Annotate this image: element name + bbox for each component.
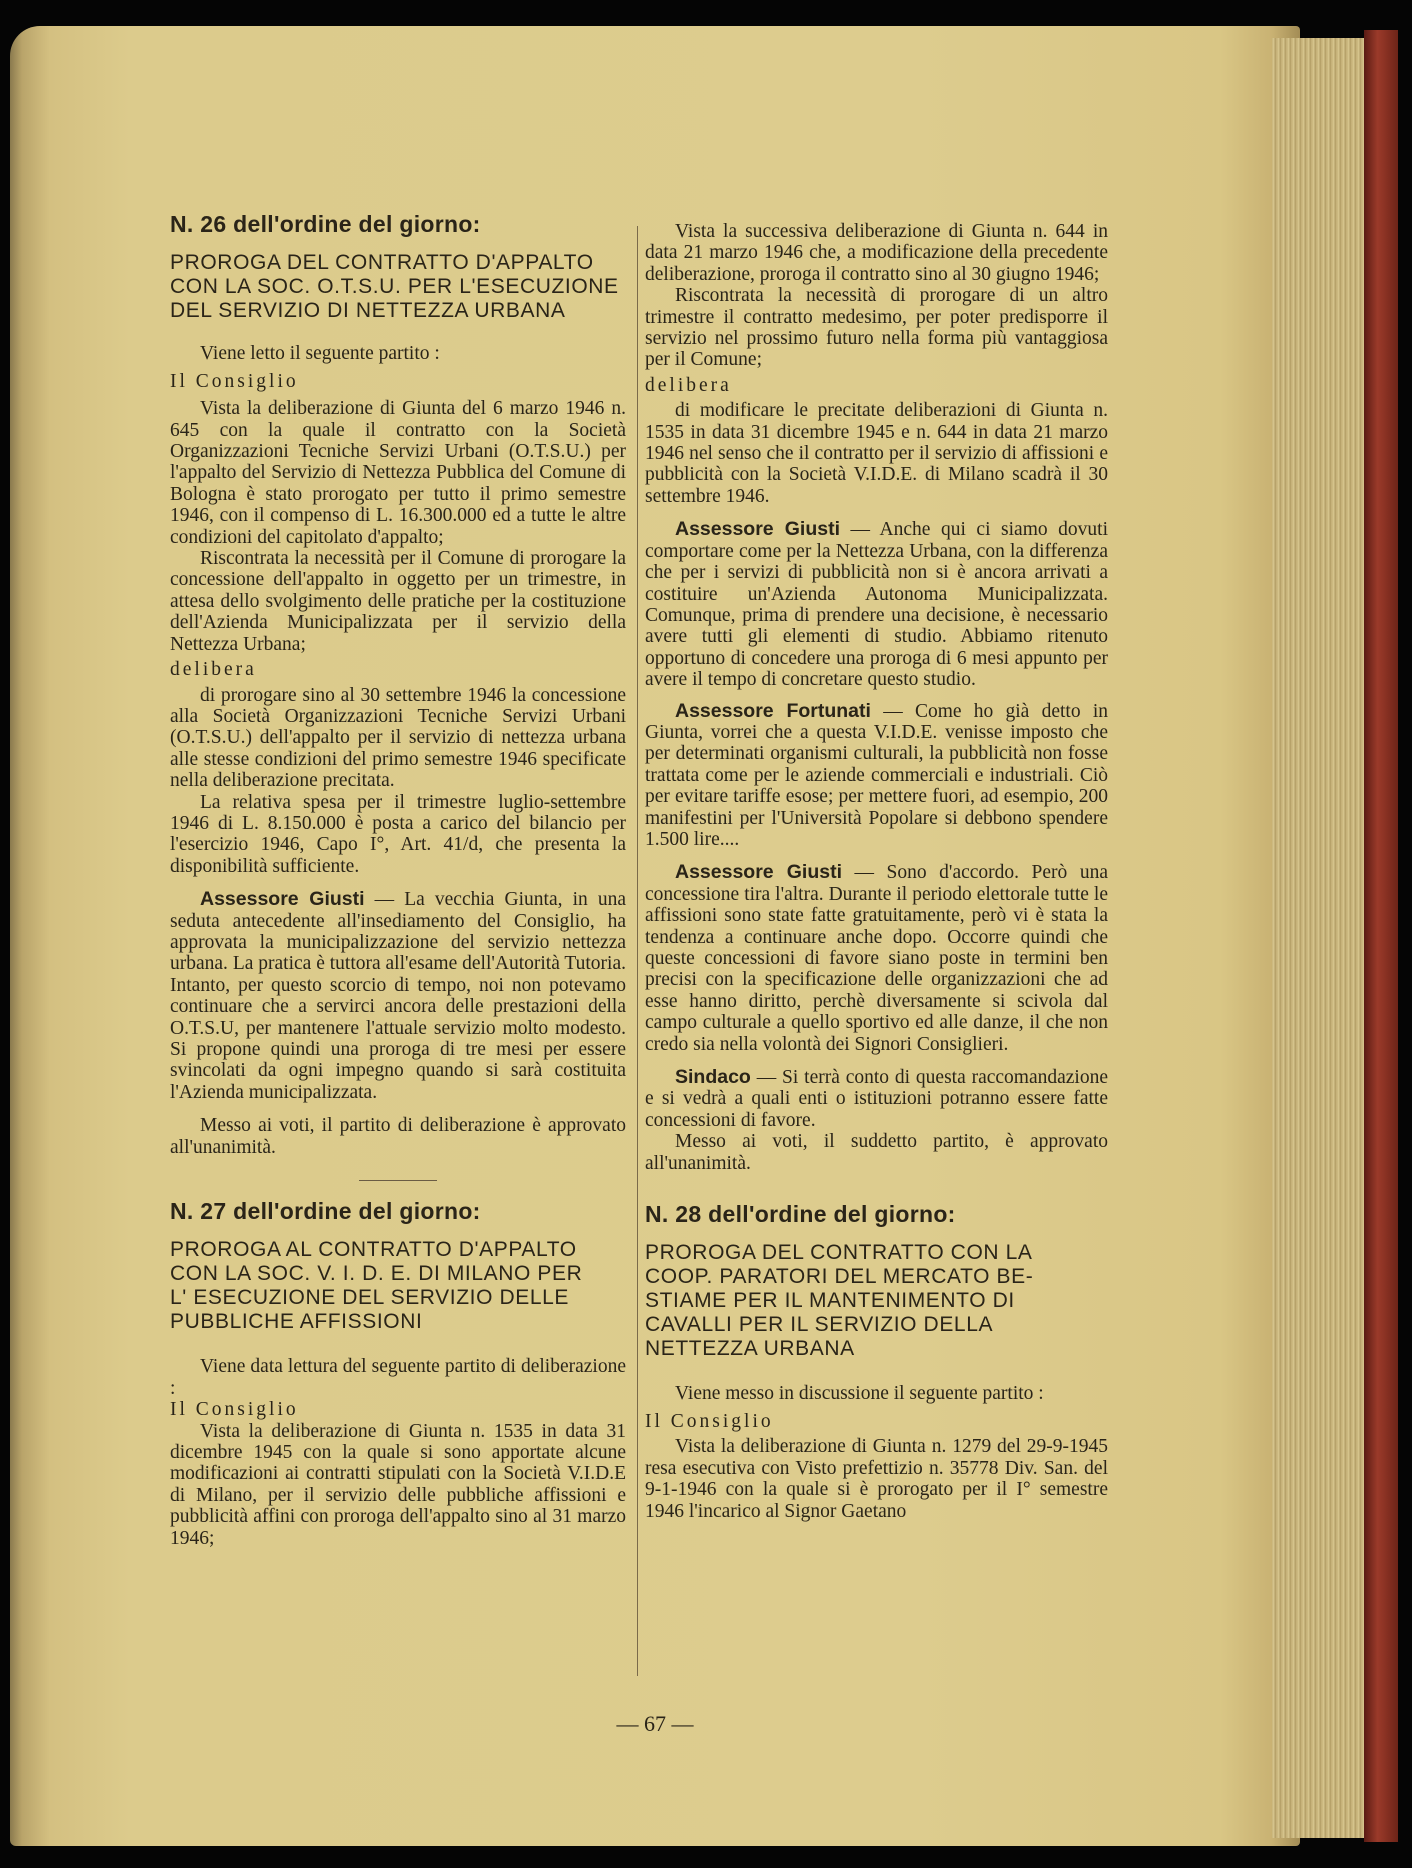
speech-text: — Si terrà conto di questa raccomandazione e si vedrà a quali enti o istituzioni potranno essere fatte concessioni di favore. (645, 1067, 1108, 1131)
section-26-intro: Viene letto il seguente partito : (200, 343, 440, 365)
speech-text: — Come ho già detto in Giunta, vorrei che a questa V.I.D.E. venisse imposto che per determinati organismi culturali, la pubblicità non fosse trattata come per le aziende commerciali e industriali. Ciò per evitare tariffe esose; per mettere fuori, ad esempio, 200 manifestini per l'Università Popolare si debbono spendere 1.500 lire.... (645, 700, 1108, 850)
column-divider (637, 226, 638, 1676)
page-number: — 67 — (616, 1711, 694, 1736)
section-26-paragraph: Riscontrata la necessità per il Comune di prorogare la concessione dell'appalto in oggetto per un trimestre, in attesa dello svolgimento delle pratiche per la costituzione dell'Azienda Municipalizzata per il servizio della Nettezza Urbana; (170, 548, 626, 655)
section-26-delibera: delibera (170, 659, 257, 681)
section-27-title-line: L' ESECUZIONE DEL SERVIZIO DELLE (170, 1286, 569, 1310)
section-26-heading: N. 26 dell'ordine del giorno: (170, 211, 481, 237)
section-26-paragraph: Vista la deliberazione di Giunta del 6 marzo 1946 n. 645 con la quale il contratto con la Società Organizzazioni Tecniche Servizi Urbani (O.T.S.U.) per l'appalto del Servizio di Nettezza Pubblica del Comune di Bologna è stato prorogato per tutto il primo semestre 1946, con il compenso di L. 16.300.000 ed a tutte le altre condizioni del capitolato d'appalto; (170, 398, 626, 548)
right-column (645, 221, 1108, 1522)
speaker-name: Sindaco (675, 1066, 751, 1089)
section-28-title-line: STIAME PER IL MANTENIMENTO DI (645, 1289, 1015, 1313)
page-edges (1272, 38, 1364, 1838)
section-27-paragraph: Riscontrata la necessità di prorogare di un altro trimestre il contratto medesimo, per poter predisporre il servizio nel prossimo futuro nella forma più vantaggiosa per il Comune; (645, 285, 1108, 371)
section-27-vote: Messo ai voti, il suddetto partito, è approvato all'unanimità. (645, 1131, 1108, 1174)
section-27-consiglio: Il Consiglio (170, 1399, 299, 1421)
section-27-title-line: PUBBLICHE AFFISSIONI (170, 1310, 423, 1334)
section-27-heading: N. 27 dell'ordine del giorno: (170, 1198, 481, 1225)
section-27-paragraph: di modificare le precitate deliberazioni di Giunta n. 1535 in data 31 dicembre 1945 e n. 644 in data 21 marzo 1946 nel senso che il contratto per il servizio di affissioni e pubblicità con la Società V.I.D.E. di Milano scadrà il 30 settembre 1946. (645, 400, 1108, 507)
left-column (170, 211, 626, 1549)
speaker-name: Assessore Fortunati (675, 699, 871, 722)
book-cover-spine (1364, 30, 1398, 1842)
section-28-title-line: PROROGA DEL CONTRATTO CON LA (645, 1241, 1033, 1265)
speaker-name: Assessore Giusti (675, 518, 840, 541)
section-27-intro: Viene data lettura del seguente partito di deliberazione : (170, 1356, 626, 1399)
section-28-heading: N. 28 dell'ordine del giorno: (645, 1201, 956, 1228)
section-27-paragraph: Vista la deliberazione di Giunta n. 1535 in data 31 dicembre 1945 con la quale si sono apportate alcune modificazioni ai contratti stipulati con la Società V.I.D.E di Milano, per il servizio delle pubbliche affissioni e pubblicità affini con proroga dell'appalto sino al 31 marzo 1946; (170, 1420, 626, 1549)
section-26-title-line: DEL SERVIZIO DI NETTEZZA URBANA (170, 299, 566, 323)
section-27-speech (645, 1067, 1108, 1131)
section-28-intro: Viene messo in discussione il seguente partito : (675, 1383, 1044, 1405)
section-28-title-line: NETTEZZA URBANA (645, 1337, 855, 1361)
section-27-paragraph: Vista la successiva deliberazione di Giunta n. 644 in data 21 marzo 1946 che, a modificazione della precedente deliberazione, proroga il contratto sino al 30 giugno 1946; (645, 221, 1108, 285)
book-page (10, 26, 1300, 1846)
section-27-speech (645, 862, 1108, 1055)
section-27-delibera: delibera (645, 374, 732, 396)
section-27-speech (645, 701, 1108, 851)
section-26-speech (170, 889, 626, 1103)
section-28-paragraph: Vista la deliberazione di Giunta n. 1279 del 29-9-1945 resa esecutiva con Visto prefettizio n. 35778 Div. San. del 9-1-1946 con la quale si è prorogato per il I° semestre 1946 l'incarico al Signor Gaetano (645, 1436, 1108, 1522)
section-27-title-line: CON LA SOC. V. I. D. E. DI MILANO PER (170, 1262, 583, 1286)
speaker-name: Assessore Giusti (200, 888, 365, 911)
speech-text: — La vecchia Giunta, in una seduta antecedente all'insediamento del Consiglio, ha approvata la municipalizzazione del servizio nettezza urbana. La pratica è tuttora all'esame dell'Autorità Tutoria. Intanto, per questo scorcio di tempo, noi non potevamo continuare che a servirci ancora delle prestazioni della O.T.S.U, per mantenere l'attuale servizio molto modesto. Si propone quindi una proroga di tre mesi per essere svincolati da ogni impegno quando si sarà costituita l'Azienda municipalizzata. (170, 889, 626, 1103)
section-28-title-line: CAVALLI PER IL SERVIZIO DELLA (645, 1313, 994, 1337)
section-27-title-line: PROROGA AL CONTRATTO D'APPALTO (170, 1238, 577, 1262)
speech-text: — Anche qui ci siamo dovuti comportare come per la Nettezza Urbana, con la differenza che per i servizi di pubblicità non si è ancora arrivati a costituire un'Azienda Autonoma Municipalizzata. Comunque, prima di prendere una decisione, è necessario avere tutti gli elementi di studio. Abbiamo ritenuto opportuno di concedere una proroga di 6 mesi appunto per avere il tempo di concretare questo studio. (645, 519, 1108, 691)
speech-text: — Sono d'accordo. Però una concessione tira l'altra. Durante il periodo elettorale tutte le affissioni sono state fatte gratuitamente, però vi è stata la tendenza a continuare anche dopo. Occorre quindi che queste concessioni di favore siano poste in termini ben precisi con la specificazione delle organizzazioni che ad esse hanno diritto, perchè diversamente si scivola dal campo culturale a quello sportivo ed alle danze, il che non credo sia nella volontà dei Signori Consiglieri. (645, 862, 1108, 1055)
section-26-title-line: CON LA SOC. O.T.S.U. PER L'ESECUZIONE (170, 275, 619, 299)
section-26-paragraph: La relativa spesa per il trimestre luglio-settembre 1946 di L. 8.150.000 è posta a carico del bilancio per l'esercizio 1946, Capo I°, Art. 41/d, che presenta la disponibilità sufficiente. (170, 791, 626, 877)
speaker-name: Assessore Giusti (675, 861, 842, 884)
section-28-title-line: COOP. PARATORI DEL MERCATO BE- (645, 1265, 1034, 1289)
section-27-speech (645, 519, 1108, 690)
section-26-title-line: PROROGA DEL CONTRATTO D'APPALTO (170, 251, 594, 275)
section-26-consiglio: Il Consiglio (170, 370, 299, 392)
section-26-vote: Messo ai voti, il partito di deliberazione è approvato all'unanimità. (170, 1115, 626, 1158)
section-28-consiglio: Il Consiglio (645, 1410, 774, 1432)
section-26-paragraph: di prorogare sino al 30 settembre 1946 la concessione alla Società Organizzazioni Tecniche Servizi Urbani (O.T.S.U.) dell'appalto per il servizio di nettezza urbana alle stesse condizioni del primo semestre 1946 specificate nella deliberazione precitata. (170, 684, 626, 792)
